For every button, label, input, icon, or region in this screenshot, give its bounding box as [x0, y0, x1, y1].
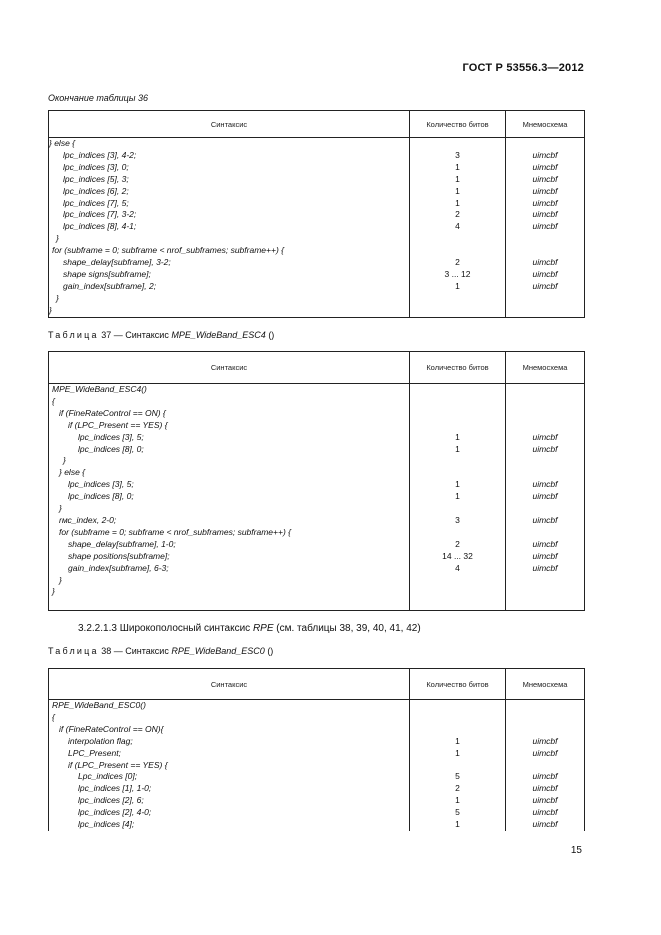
table-row: [49, 162, 585, 174]
syntax-cell: gain_index[subframe], 6-3;: [49, 563, 410, 575]
bits-cell: [410, 396, 506, 408]
syntax-cell: if (FineRateControl == ON){: [49, 724, 410, 736]
bits-cell: 2: [410, 539, 506, 551]
bits-cell: [410, 408, 506, 420]
table-row: [49, 795, 585, 807]
table-row: [49, 257, 585, 269]
mnemonic-cell: uimcbf: [506, 269, 585, 281]
syntax-cell: lpc_indices [4];: [49, 819, 410, 831]
mnemonic-cell: [506, 724, 585, 736]
mnemonic-cell: uimcbf: [506, 551, 585, 563]
syntax-cell: }: [49, 586, 410, 598]
syntax-cell: lpc_indices [1], 1-0;: [49, 783, 410, 795]
mnemonic-cell: [506, 586, 585, 598]
syntax-cell: lpc_indices [5], 3;: [49, 174, 410, 186]
bits-cell: [410, 293, 506, 305]
mnemonic-cell: uimcbf: [506, 198, 585, 210]
mnemonic-cell: [506, 293, 585, 305]
syntax-cell: if (FineRateControl == ON) {: [49, 408, 410, 420]
mnemonic-cell: uimcbf: [506, 257, 585, 269]
table-row: [49, 186, 585, 198]
syntax-cell: lpc_indices [2], 6;: [49, 795, 410, 807]
bits-cell: [410, 245, 506, 257]
syntax-cell: RPE_WideBand_ESC0(): [49, 700, 410, 712]
mnemonic-cell: uimcbf: [506, 563, 585, 575]
table-row: [49, 233, 585, 245]
page-number: 15: [570, 845, 582, 856]
mnemonic-cell: uimcbf: [506, 150, 585, 162]
mnemonic-cell: [506, 503, 585, 515]
bits-cell: 1: [410, 491, 506, 503]
mnemonic-cell: uimcbf: [506, 444, 585, 456]
syntax-cell: if (LPC_Present == YES) {: [49, 760, 410, 772]
syntax-cell: shape_delay[subframe], 1-0;: [49, 539, 410, 551]
mnemonic-cell: uimcbf: [506, 515, 585, 527]
table-row: [49, 771, 585, 783]
bits-cell: 1: [410, 444, 506, 456]
mnemonic-cell: uimcbf: [506, 174, 585, 186]
syntax-cell: {: [49, 396, 410, 408]
bits-cell: 4: [410, 221, 506, 233]
syntax-cell: shape signs[subframe];: [49, 269, 410, 281]
mnemonic-cell: uimcbf: [506, 539, 585, 551]
table-37-caption: [48, 330, 274, 340]
caption-name: MPE_WideBand_ESC4: [171, 330, 266, 340]
mnemonic-cell: [506, 527, 585, 539]
section-number: 3.2.2.1.3: [78, 623, 117, 634]
section-heading: [78, 623, 421, 634]
syntax-cell: lpc_indices [7], 3-2;: [49, 209, 410, 221]
caption-tail: (): [265, 330, 275, 340]
bits-cell: [410, 700, 506, 712]
syntax-cell: [49, 598, 410, 610]
table-row: [49, 221, 585, 233]
bits-cell: 2: [410, 257, 506, 269]
bits-cell: [410, 760, 506, 772]
syntax-cell: } else {: [49, 467, 410, 479]
syntax-cell: for (subframe = 0; subframe < nrof_subframes; subframe++) {: [49, 245, 410, 257]
table-row: [49, 527, 585, 539]
column-header-syntax: Синтаксис: [49, 669, 410, 700]
syntax-cell: }: [49, 575, 410, 587]
table-row: [49, 819, 585, 831]
mnemonic-cell: uimcbf: [506, 748, 585, 760]
syntax-cell: shape positions[subframe];: [49, 551, 410, 563]
table-row: [49, 551, 585, 563]
bits-cell: 1: [410, 186, 506, 198]
table-row: [49, 209, 585, 221]
table-row: [49, 408, 585, 420]
bits-cell: 1: [410, 736, 506, 748]
syntax-cell: {: [49, 712, 410, 724]
mnemonic-cell: [506, 598, 585, 610]
mnemonic-cell: uimcbf: [506, 491, 585, 503]
table-row: [49, 783, 585, 795]
table-row: [49, 198, 585, 210]
bits-cell: [410, 233, 506, 245]
table-row: [49, 575, 585, 587]
table-row: [49, 491, 585, 503]
bits-cell: 14 ... 32: [410, 551, 506, 563]
mnemonic-cell: uimcbf: [506, 186, 585, 198]
bits-cell: [410, 598, 506, 610]
caption-text: 37 — Синтаксис: [101, 330, 172, 340]
mnemonic-cell: [506, 760, 585, 772]
bits-cell: [410, 724, 506, 736]
syntax-cell: lpc_indices [2], 4-0;: [49, 807, 410, 819]
table-row: [49, 420, 585, 432]
syntax-cell: Lpc_indices [0];: [49, 771, 410, 783]
mnemonic-cell: [506, 384, 585, 396]
table-row: [49, 539, 585, 551]
mnemonic-cell: [506, 138, 585, 150]
syntax-cell: }: [49, 503, 410, 515]
column-header-bits: Количество битов: [410, 669, 506, 700]
caption-text: 38 — Синтаксис: [101, 646, 172, 656]
table-row: [49, 700, 585, 712]
table-row: [49, 455, 585, 467]
syntax-cell: lpc_indices [3], 4-2;: [49, 150, 410, 162]
mnemonic-cell: [506, 575, 585, 587]
caption-name: RPE_WideBand_ESC0: [171, 646, 265, 656]
caption-tail: (): [264, 646, 274, 656]
column-header-bits: Количество битов: [410, 111, 506, 138]
mnemonic-cell: uimcbf: [506, 771, 585, 783]
bits-cell: 2: [410, 783, 506, 795]
bits-cell: 1: [410, 795, 506, 807]
mnemonic-cell: [506, 408, 585, 420]
table-row: [49, 138, 585, 150]
mnemonic-cell: uimcbf: [506, 736, 585, 748]
syntax-cell: lpc_indices [8], 4-1;: [49, 221, 410, 233]
bits-cell: [410, 384, 506, 396]
table-row: [49, 724, 585, 736]
syntax-cell: interpolation flag;: [49, 736, 410, 748]
bits-cell: 4: [410, 563, 506, 575]
mnemonic-cell: uimcbf: [506, 795, 585, 807]
mnemonic-cell: uimcbf: [506, 819, 585, 831]
syntax-cell: }: [49, 293, 410, 305]
syntax-cell: lpc_indices [3], 0;: [49, 162, 410, 174]
table-row: [49, 712, 585, 724]
bits-cell: 1: [410, 432, 506, 444]
syntax-cell: lpc_indices [8], 0;: [49, 444, 410, 456]
bits-cell: 3: [410, 150, 506, 162]
mnemonic-cell: uimcbf: [506, 783, 585, 795]
table-row: [49, 760, 585, 772]
mnemonic-cell: uimcbf: [506, 432, 585, 444]
bits-cell: 1: [410, 174, 506, 186]
section-tail: (см. таблицы 38, 39, 40, 41, 42): [273, 623, 421, 634]
syntax-cell: lpc_indices [7], 5;: [49, 198, 410, 210]
syntax-cell: lpc_indices [8], 0;: [49, 491, 410, 503]
syntax-cell: }: [49, 305, 410, 317]
table-row: [49, 479, 585, 491]
syntax-cell: } else {: [49, 138, 410, 150]
syntax-cell: if (LPC_Present == YES) {: [49, 420, 410, 432]
bits-cell: [410, 420, 506, 432]
table-row: [49, 305, 585, 317]
table-row: [49, 598, 585, 610]
column-header-syntax: Синтаксис: [49, 111, 410, 138]
table-row: [49, 245, 585, 257]
column-header-mnemonic: Мнемосхема: [506, 669, 585, 700]
syntax-cell: lpc_indices [3], 5;: [49, 479, 410, 491]
caption-label: Таблица: [48, 646, 99, 656]
syntax-table-37: [48, 351, 585, 611]
bits-cell: [410, 586, 506, 598]
table-row: [49, 281, 585, 293]
table-row: [49, 586, 585, 598]
table-row: [49, 748, 585, 760]
bits-cell: 1: [410, 748, 506, 760]
mnemonic-cell: [506, 396, 585, 408]
bits-cell: 1: [410, 162, 506, 174]
syntax-cell: shape_delay[subframe], 3-2;: [49, 257, 410, 269]
bits-cell: [410, 527, 506, 539]
table-row: [49, 503, 585, 515]
table-row: [49, 807, 585, 819]
syntax-table-36: [48, 110, 585, 318]
mnemonic-cell: uimcbf: [506, 209, 585, 221]
table-row: [49, 563, 585, 575]
section-text: Широкополосный синтаксис: [116, 623, 253, 634]
syntax-cell: gain_index[subframe], 2;: [49, 281, 410, 293]
table-row: [49, 269, 585, 281]
syntax-cell: MPE_WideBand_ESC4(): [49, 384, 410, 396]
mnemonic-cell: [506, 455, 585, 467]
bits-cell: 1: [410, 198, 506, 210]
syntax-cell: lpc_indices [6], 2;: [49, 186, 410, 198]
table-row: [49, 174, 585, 186]
bits-cell: 5: [410, 807, 506, 819]
column-header-bits: Количество битов: [410, 352, 506, 384]
syntax-cell: }: [49, 233, 410, 245]
bits-cell: [410, 503, 506, 515]
section-name: RPE: [252, 623, 274, 634]
table-row: [49, 150, 585, 162]
document-code: ГОСТ Р 53556.3—2012: [462, 62, 584, 74]
table-row: [49, 293, 585, 305]
table-row: [49, 384, 585, 396]
mnemonic-cell: [506, 467, 585, 479]
syntax-table-38: [48, 668, 585, 831]
mnemonic-cell: [506, 305, 585, 317]
bits-cell: [410, 305, 506, 317]
table-row: [49, 396, 585, 408]
bits-cell: 2: [410, 209, 506, 221]
table-continuation-caption: Окончание таблицы 36: [48, 93, 148, 103]
table-row: [49, 515, 585, 527]
column-header-mnemonic: Мнемосхема: [506, 352, 585, 384]
bits-cell: 5: [410, 771, 506, 783]
bits-cell: 1: [410, 479, 506, 491]
mnemonic-cell: uimcbf: [506, 162, 585, 174]
mnemonic-cell: [506, 233, 585, 245]
mnemonic-cell: [506, 712, 585, 724]
mnemonic-cell: uimcbf: [506, 479, 585, 491]
syntax-cell: rмс_index, 2-0;: [49, 515, 410, 527]
bits-cell: [410, 455, 506, 467]
caption-label: Таблица: [48, 330, 99, 340]
mnemonic-cell: uimcbf: [506, 221, 585, 233]
mnemonic-cell: [506, 700, 585, 712]
syntax-cell: for (subframe = 0; subframe < nrof_subframes; subframe++) {: [49, 527, 410, 539]
table-row: [49, 736, 585, 748]
column-header-syntax: Синтаксис: [49, 352, 410, 384]
table-38-caption: [48, 646, 273, 656]
bits-cell: 3: [410, 515, 506, 527]
bits-cell: [410, 575, 506, 587]
mnemonic-cell: uimcbf: [506, 807, 585, 819]
bits-cell: 1: [410, 281, 506, 293]
syntax-cell: LPC_Present;: [49, 748, 410, 760]
mnemonic-cell: [506, 420, 585, 432]
bits-cell: [410, 467, 506, 479]
table-row: [49, 432, 585, 444]
table-row: [49, 444, 585, 456]
syntax-cell: lpc_indices [3], 5;: [49, 432, 410, 444]
syntax-cell: }: [49, 455, 410, 467]
column-header-mnemonic: Мнемосхема: [506, 111, 585, 138]
bits-cell: 3 ... 12: [410, 269, 506, 281]
mnemonic-cell: uimcbf: [506, 281, 585, 293]
table-row: [49, 467, 585, 479]
bits-cell: 1: [410, 819, 506, 831]
bits-cell: [410, 712, 506, 724]
mnemonic-cell: [506, 245, 585, 257]
bits-cell: [410, 138, 506, 150]
